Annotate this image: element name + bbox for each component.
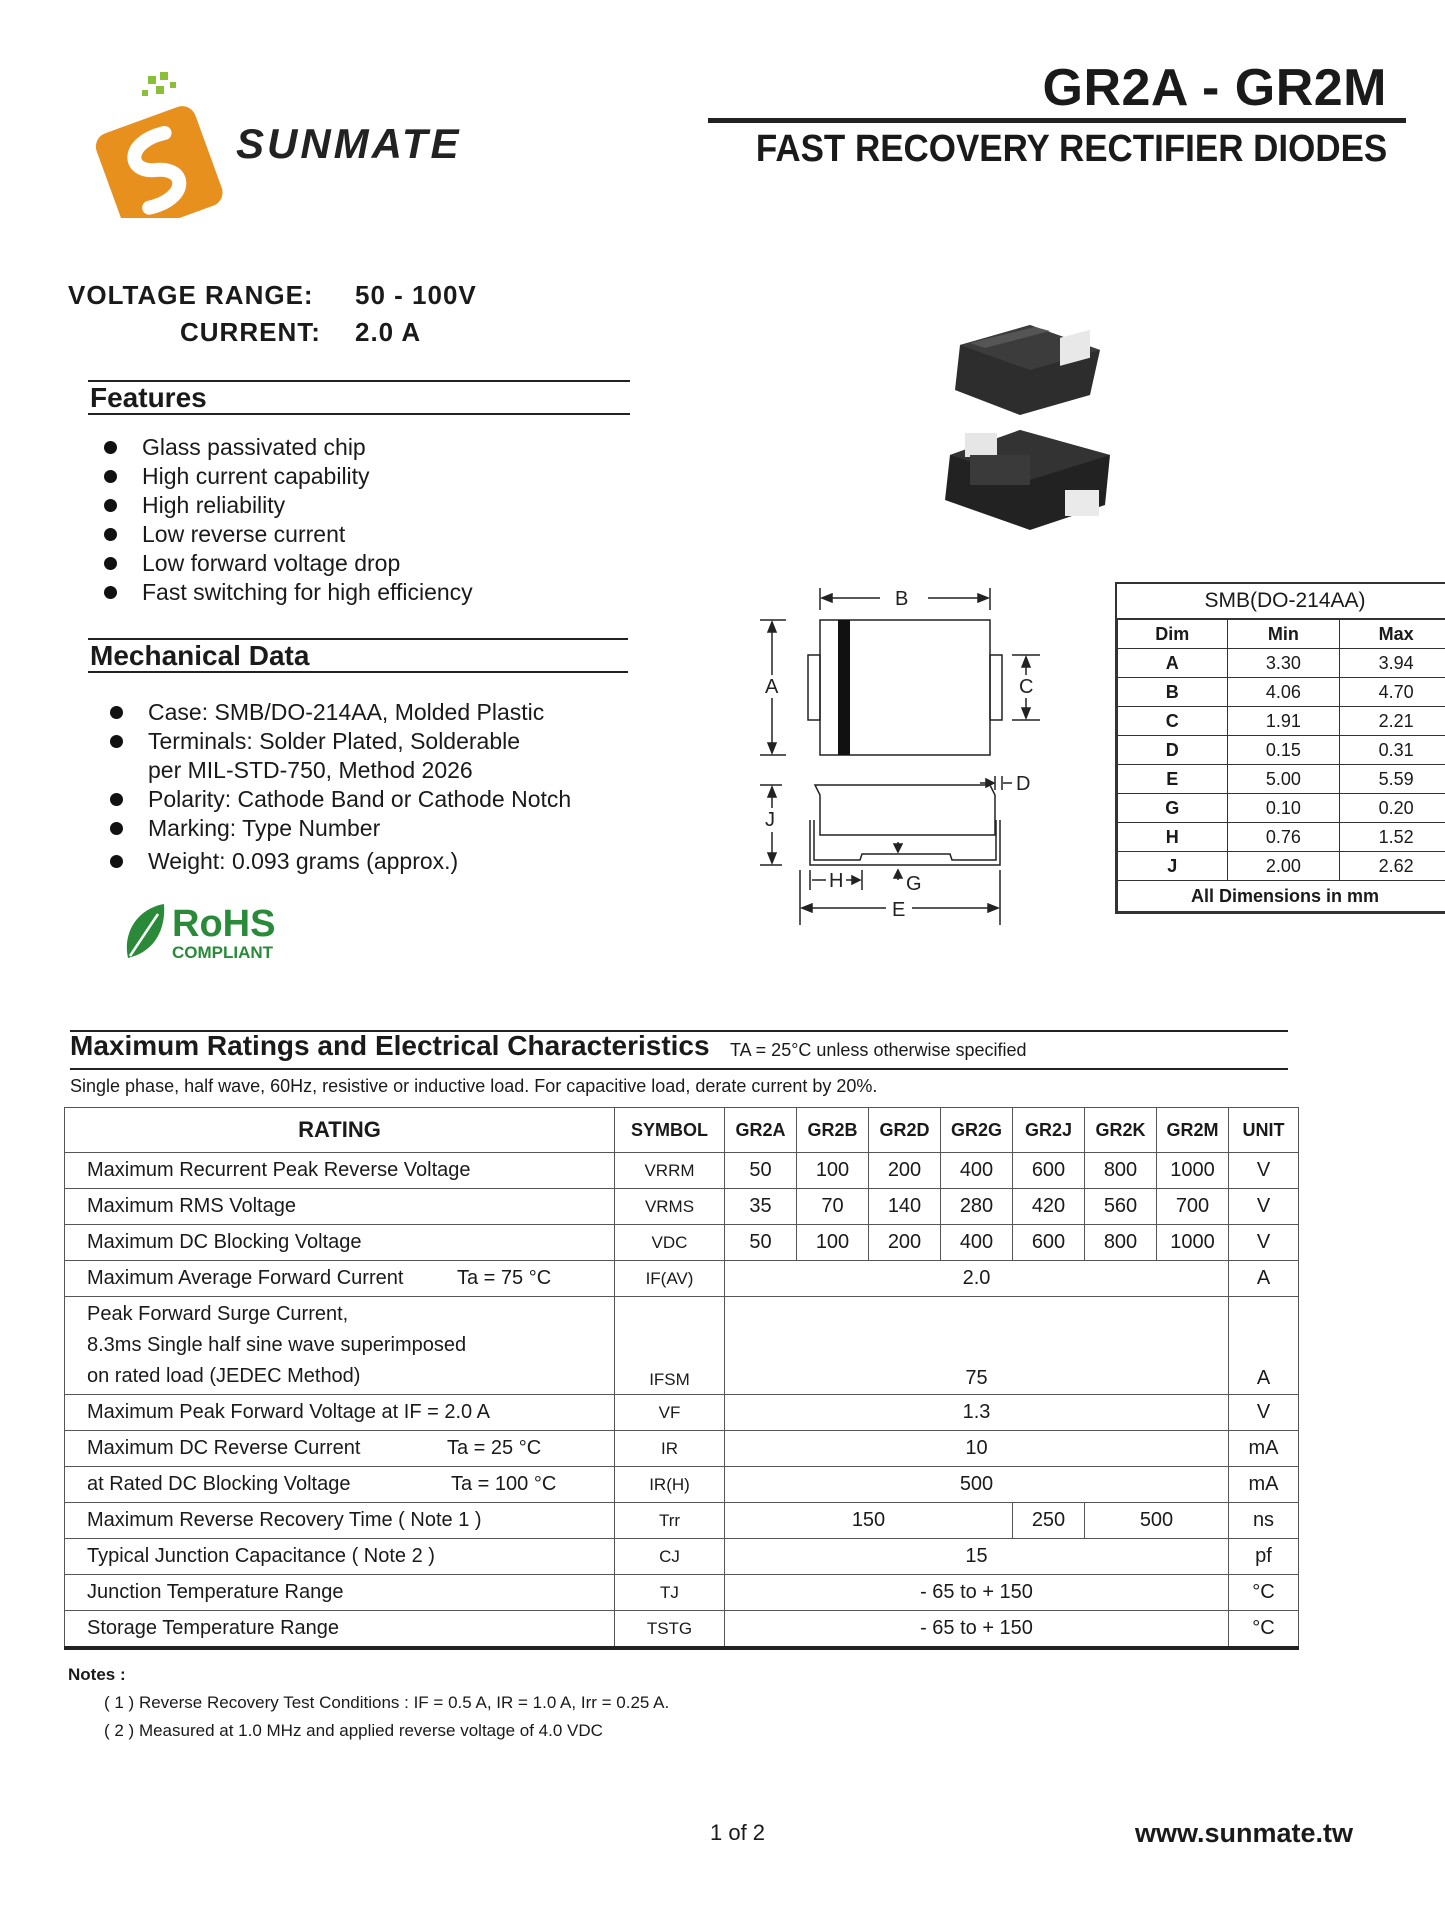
dim-label-j: J <box>765 809 775 831</box>
value-cell: 100 <box>797 1225 869 1261</box>
symbol-cell: CJ <box>615 1539 725 1575</box>
param-text: Maximum DC Reverse Current <box>87 1437 361 1459</box>
table-row <box>65 1225 1299 1261</box>
dim-cell: H <box>1118 823 1228 852</box>
symbol-cell: IFSM <box>615 1297 725 1395</box>
dim-cell: C <box>1118 707 1228 736</box>
dimensions-caption: SMB(DO-214AA) <box>1117 584 1445 619</box>
table-row <box>1118 765 1445 794</box>
symbol-cell: VF <box>615 1395 725 1431</box>
value-cell: 700 <box>1157 1189 1229 1225</box>
param-text: at Rated DC Blocking Voltage <box>87 1473 351 1495</box>
dim-cell: B <box>1118 678 1228 707</box>
symbol-cell: IR(H) <box>615 1467 725 1503</box>
features-title: Features <box>90 382 207 413</box>
max-cell: 5.59 <box>1340 765 1445 794</box>
value-cell: 200 <box>869 1225 941 1261</box>
rohs-compliant-badge <box>120 900 320 962</box>
gr2k-header: GR2K <box>1085 1108 1157 1153</box>
param-cell: Junction Temperature Range <box>65 1575 615 1611</box>
list-item: Fast switching for high efficiency <box>90 578 630 607</box>
unit-cell: °C <box>1229 1575 1299 1611</box>
table-row <box>65 1503 1299 1539</box>
voltage-range-value: 50 - 100V <box>355 280 477 310</box>
min-header: Min <box>1227 620 1340 649</box>
part-number-range: GR2A - GR2M <box>1042 59 1387 117</box>
mechanical-title: Mechanical Data <box>90 640 310 671</box>
param-cell: Maximum RMS Voltage <box>65 1189 615 1225</box>
rating-header: RATING <box>65 1108 615 1153</box>
dim-header: Dim <box>1118 620 1228 649</box>
value-cell: 560 <box>1085 1189 1157 1225</box>
list-item: Low reverse current <box>90 520 630 549</box>
unit-cell: V <box>1229 1225 1299 1261</box>
notes-title: Notes : <box>68 1665 126 1684</box>
condition-text: Ta = 75 °C <box>457 1267 552 1289</box>
gr2d-header: GR2D <box>869 1108 941 1153</box>
param-cell <box>65 1467 615 1503</box>
param-cell <box>65 1431 615 1467</box>
value-cell: 280 <box>941 1189 1013 1225</box>
value-cell: 70 <box>797 1189 869 1225</box>
value-cell: 10 <box>725 1431 1229 1467</box>
rohs-text: RoHS <box>172 903 276 945</box>
max-header: Max <box>1340 620 1445 649</box>
value-cell: 500 <box>725 1467 1229 1503</box>
min-cell: 0.10 <box>1227 794 1340 823</box>
param-text: Maximum Average Forward Current <box>87 1267 404 1289</box>
list-item: Glass passivated chip <box>90 433 630 462</box>
gr2m-header: GR2M <box>1157 1108 1229 1153</box>
ratings-table <box>64 1107 1298 1650</box>
note-2: ( 2 ) Measured at 1.0 MHz and applied reverse voltage of 4.0 VDC <box>104 1721 603 1740</box>
list-item: Polarity: Cathode Band or Cathode Notch <box>96 785 636 814</box>
max-cell: 2.21 <box>1340 707 1445 736</box>
features-rule-bottom <box>88 413 630 415</box>
value-cell: 50 <box>725 1225 797 1261</box>
value-cell: 600 <box>1013 1225 1085 1261</box>
value-cell: 420 <box>1013 1189 1085 1225</box>
min-cell: 5.00 <box>1227 765 1340 794</box>
table-row <box>65 1297 1299 1395</box>
dim-cell: E <box>1118 765 1228 794</box>
package-dimension-drawing <box>750 580 1050 940</box>
table-row <box>65 1189 1299 1225</box>
value-cell: 140 <box>869 1189 941 1225</box>
symbol-cell: VDC <box>615 1225 725 1261</box>
unit-cell: pf <box>1229 1539 1299 1575</box>
list-item: Low forward voltage drop <box>90 549 630 578</box>
min-cell: 0.15 <box>1227 736 1340 765</box>
param-cell <box>65 1297 615 1395</box>
symbol-header: SYMBOL <box>615 1108 725 1153</box>
symbol-cell: VRMS <box>615 1189 725 1225</box>
value-cell: 100 <box>797 1153 869 1189</box>
list-item: Marking: Type Number <box>96 814 636 843</box>
table-row <box>65 1539 1299 1575</box>
value-cell: 2.0 <box>725 1261 1229 1297</box>
param-cell: Maximum DC Blocking Voltage <box>65 1225 615 1261</box>
param-cell: Maximum Reverse Recovery Time ( Note 1 ) <box>65 1503 615 1539</box>
symbol-cell: IF(AV) <box>615 1261 725 1297</box>
table-row <box>1118 649 1445 678</box>
table-row <box>1118 823 1445 852</box>
dim-label-a: A <box>765 676 779 698</box>
sunmate-logo <box>86 68 536 218</box>
list-item: Weight: 0.093 grams (approx.) <box>96 847 636 876</box>
max-cell: 2.62 <box>1340 852 1445 881</box>
param-line: 8.3ms Single half sine wave superimposed <box>87 1334 467 1356</box>
min-cell: 4.06 <box>1227 678 1340 707</box>
value-cell: 800 <box>1085 1225 1157 1261</box>
max-cell: 3.94 <box>1340 649 1445 678</box>
value-cell: - 65 to + 150 <box>725 1611 1229 1649</box>
dim-cell: D <box>1118 736 1228 765</box>
dim-label-b: B <box>895 588 909 610</box>
dim-cell: J <box>1118 852 1228 881</box>
brand-wordmark: SUNMATE <box>236 120 462 167</box>
ratings-rule-bottom <box>70 1068 1288 1070</box>
features-list <box>90 433 630 607</box>
list-item: Case: SMB/DO-214AA, Molded Plastic <box>96 698 636 727</box>
condition-text: Ta = 25 °C <box>447 1437 542 1459</box>
rohs-compliant-text: COMPLIANT <box>172 943 274 962</box>
page-number: 1 of 2 <box>710 1820 766 1845</box>
value-cell: 35 <box>725 1189 797 1225</box>
table-row <box>1118 794 1445 823</box>
unit-cell: ns <box>1229 1503 1299 1539</box>
ratings-title: Maximum Ratings and Electrical Characteristics <box>70 1030 710 1061</box>
product-description: FAST RECOVERY RECTIFIER DIODES <box>755 128 1387 170</box>
current-label: CURRENT: <box>180 317 321 347</box>
dim-label-d: D <box>1016 773 1031 795</box>
symbol-cell: VRRM <box>615 1153 725 1189</box>
mechanical-rule-bottom <box>88 671 628 673</box>
min-cell: 2.00 <box>1227 852 1340 881</box>
value-cell: 150 <box>725 1503 1013 1539</box>
list-item: High reliability <box>90 491 630 520</box>
ratings-condition: TA = 25°C unless otherwise specified <box>730 1040 1027 1060</box>
dim-cell: A <box>1118 649 1228 678</box>
max-cell: 0.20 <box>1340 794 1445 823</box>
symbol-cell: TJ <box>615 1575 725 1611</box>
table-row <box>65 1611 1299 1649</box>
unit-cell: V <box>1229 1395 1299 1431</box>
value-cell: 200 <box>869 1153 941 1189</box>
symbol-cell: TSTG <box>615 1611 725 1649</box>
gr2b-header: GR2B <box>797 1108 869 1153</box>
min-cell: 3.30 <box>1227 649 1340 678</box>
min-cell: 1.91 <box>1227 707 1340 736</box>
param-line: Peak Forward Surge Current, <box>87 1303 349 1325</box>
condition-text: Ta = 100 °C <box>451 1473 557 1495</box>
value-cell: 50 <box>725 1153 797 1189</box>
value-cell: - 65 to + 150 <box>725 1575 1229 1611</box>
gr2j-header: GR2J <box>1013 1108 1085 1153</box>
value-cell: 75 <box>725 1297 1229 1395</box>
dim-cell: G <box>1118 794 1228 823</box>
voltage-range-label: VOLTAGE RANGE: <box>68 280 314 310</box>
title-divider <box>708 118 1406 123</box>
table-row <box>65 1261 1299 1297</box>
value-cell: 600 <box>1013 1153 1085 1189</box>
max-cell: 1.52 <box>1340 823 1445 852</box>
dim-label-h: H <box>829 870 844 892</box>
dim-label-e: E <box>892 899 906 921</box>
value-cell: 400 <box>941 1153 1013 1189</box>
table-row <box>65 1467 1299 1503</box>
param-cell: Storage Temperature Range <box>65 1611 615 1649</box>
unit-cell: A <box>1229 1261 1299 1297</box>
max-cell: 0.31 <box>1340 736 1445 765</box>
table-row <box>65 1153 1299 1189</box>
dimensions-table <box>1115 582 1445 914</box>
current-value: 2.0 A <box>355 317 422 347</box>
value-cell: 1.3 <box>725 1395 1229 1431</box>
unit-cell: V <box>1229 1153 1299 1189</box>
website-link[interactable]: www.sunmate.tw <box>1134 1818 1353 1848</box>
mechanical-list <box>96 698 636 876</box>
list-item: per MIL-STD-750, Method 2026 <box>148 757 473 783</box>
table-row <box>1118 736 1445 765</box>
unit-cell: °C <box>1229 1611 1299 1649</box>
unit-cell: mA <box>1229 1467 1299 1503</box>
gr2g-header: GR2G <box>941 1108 1013 1153</box>
value-cell: 800 <box>1085 1153 1157 1189</box>
symbol-cell: IR <box>615 1431 725 1467</box>
unit-header: UNIT <box>1229 1108 1299 1153</box>
ratings-subtitle: Single phase, half wave, 60Hz, resistive or inductive load. For capacitive load, derate current by 20%. <box>70 1076 878 1096</box>
package-photo <box>940 315 1130 540</box>
value-cell: 1000 <box>1157 1225 1229 1261</box>
min-cell: 0.76 <box>1227 823 1340 852</box>
table-row <box>65 1395 1299 1431</box>
value-cell: 400 <box>941 1225 1013 1261</box>
gr2a-header: GR2A <box>725 1108 797 1153</box>
list-item: Terminals: Solder Plated, Solderable <box>96 727 636 756</box>
dimensions-footer: All Dimensions in mm <box>1118 881 1445 912</box>
param-cell: Maximum Recurrent Peak Reverse Voltage <box>65 1153 615 1189</box>
table-row <box>65 1431 1299 1467</box>
value-cell: 15 <box>725 1539 1229 1575</box>
table-row <box>65 1575 1299 1611</box>
param-line: on rated load (JEDEC Method) <box>87 1365 361 1387</box>
ratings-header-row <box>65 1108 1299 1153</box>
symbol-cell: Trr <box>615 1503 725 1539</box>
table-row <box>1118 678 1445 707</box>
param-cell: Typical Junction Capacitance ( Note 2 ) <box>65 1539 615 1575</box>
table-row <box>1118 707 1445 736</box>
dim-label-c: C <box>1019 676 1034 698</box>
dim-label-g: G <box>906 873 922 895</box>
table-row <box>1118 852 1445 881</box>
param-cell <box>65 1261 615 1297</box>
note-1: ( 1 ) Reverse Recovery Test Conditions : IF = 0.5 A, IR = 1.0 A, Irr = 0.25 A. <box>104 1693 670 1712</box>
unit-cell: A <box>1229 1297 1299 1395</box>
value-cell: 1000 <box>1157 1153 1229 1189</box>
max-cell: 4.70 <box>1340 678 1445 707</box>
unit-cell: mA <box>1229 1431 1299 1467</box>
unit-cell: V <box>1229 1189 1299 1225</box>
list-item: High current capability <box>90 462 630 491</box>
value-cell: 500 <box>1085 1503 1229 1539</box>
value-cell: 250 <box>1013 1503 1085 1539</box>
param-cell: Maximum Peak Forward Voltage at IF = 2.0 A <box>65 1395 615 1431</box>
